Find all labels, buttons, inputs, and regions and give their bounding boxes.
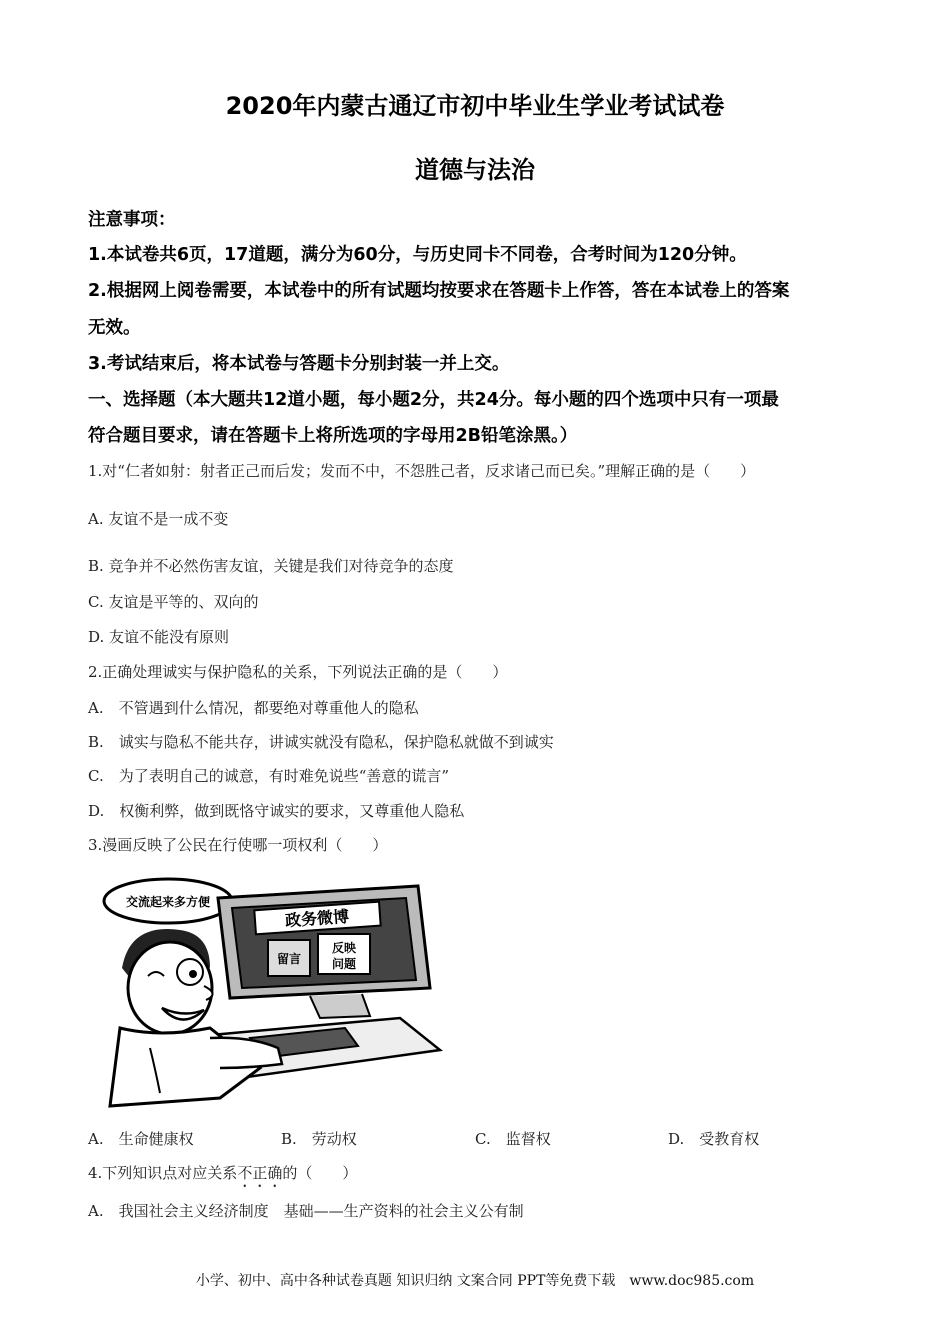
note-item: 2.根据网上阅卷需要，本试卷中的所有试题均按要求在答题卡上作答，答在本试卷上的答案 [88,281,790,301]
section-heading-line1: 一、选择题（本大题共12道小题，每小题2分，共24分。每小题的四个选项中只有一项最 [88,390,779,410]
notes-heading: 注意事项： [88,210,176,230]
question-3-option-d: D. 受教育权 [668,1130,760,1148]
question-2-option-c: C. 为了表明自己的诚意，有时难免说些“善意的谎言” [88,767,450,785]
exam-subject: 道德与法治 [415,156,535,184]
cartoon-illustration [100,868,445,1108]
question-3-option-a: A. 生命健康权 [88,1130,194,1148]
question-1-stem: 1.对“仁者如射：射者正己而后发；发而不中，不怨胜己者，反求诸己而已矣。”理解正确的是（ ） [88,462,756,480]
question-2-option-d: D. 权衡利弊，做到既恪守诚实的要求，又尊重他人隐私 [88,802,465,820]
note-item: 3.考试结束后，将本试卷与答题卡分别封装一并上交。 [88,354,510,374]
page-footer: 小学、初中、高中各种试卷真题 知识归纳 文案合同 PPT等免费下载 www.doc985.com [195,1273,755,1289]
exam-title: 2020年内蒙古通辽市初中毕业生学业考试试卷 [225,92,725,120]
question-2-option-a: A. 不管遇到什么情况，都要绝对尊重他人的隐私 [88,699,419,717]
person-head [128,942,212,1034]
screen-button-right-label-1: 反映 [331,941,357,955]
question-1-option-d: D. 友谊不能没有原则 [88,628,230,646]
question-4-stem-pre: 4.下列知识点对应关系 [88,1164,238,1182]
question-2-stem: 2.正确处理诚实与保护隐私的关系，下列说法正确的是（ ） [88,663,508,681]
question-1-option-b: B. 竞争并不必然伤害友谊，关键是我们对待竞争的态度 [88,557,454,575]
speech-bubble-text: 交流起来多方便 [125,895,211,909]
section-heading-line2: 符合题目要求，请在答题卡上将所选项的字母用2B铅笔涂黑。） [88,426,578,446]
question-2-option-b: B. 诚实与隐私不能共存，讲诚实就没有隐私，保护隐私就做不到诚实 [88,733,554,751]
question-3-option-c: C. 监督权 [475,1130,551,1148]
question-3-stem: 3.漫画反映了公民在行使哪一项权利（ ） [88,836,388,854]
question-1-option-a: A. 友谊不是一成不变 [88,510,229,528]
screen-button-left-label: 留言 [276,952,302,966]
question-4-option-a: A. 我国社会主义经济制度 基础——生产资料的社会主义公有制 [88,1202,524,1220]
screen-title: 政务微博 [284,906,350,931]
note-item: 1.本试卷共6页，17道题，满分为60分，与历史同卡不同卷，合考时间为120分钟。 [88,245,747,265]
question-3-option-b: B. 劳动权 [281,1130,357,1148]
screen-button-right-label-2: 问题 [331,957,357,971]
question-1-option-c: C. 友谊是平等的、双向的 [88,593,259,611]
note-item: 无效。 [88,318,141,338]
question-4-stem-emphasis: 不正确 [237,1164,283,1182]
question-4-stem-post: 的（ ） [282,1164,358,1182]
question-4-stem [88,1162,357,1191]
